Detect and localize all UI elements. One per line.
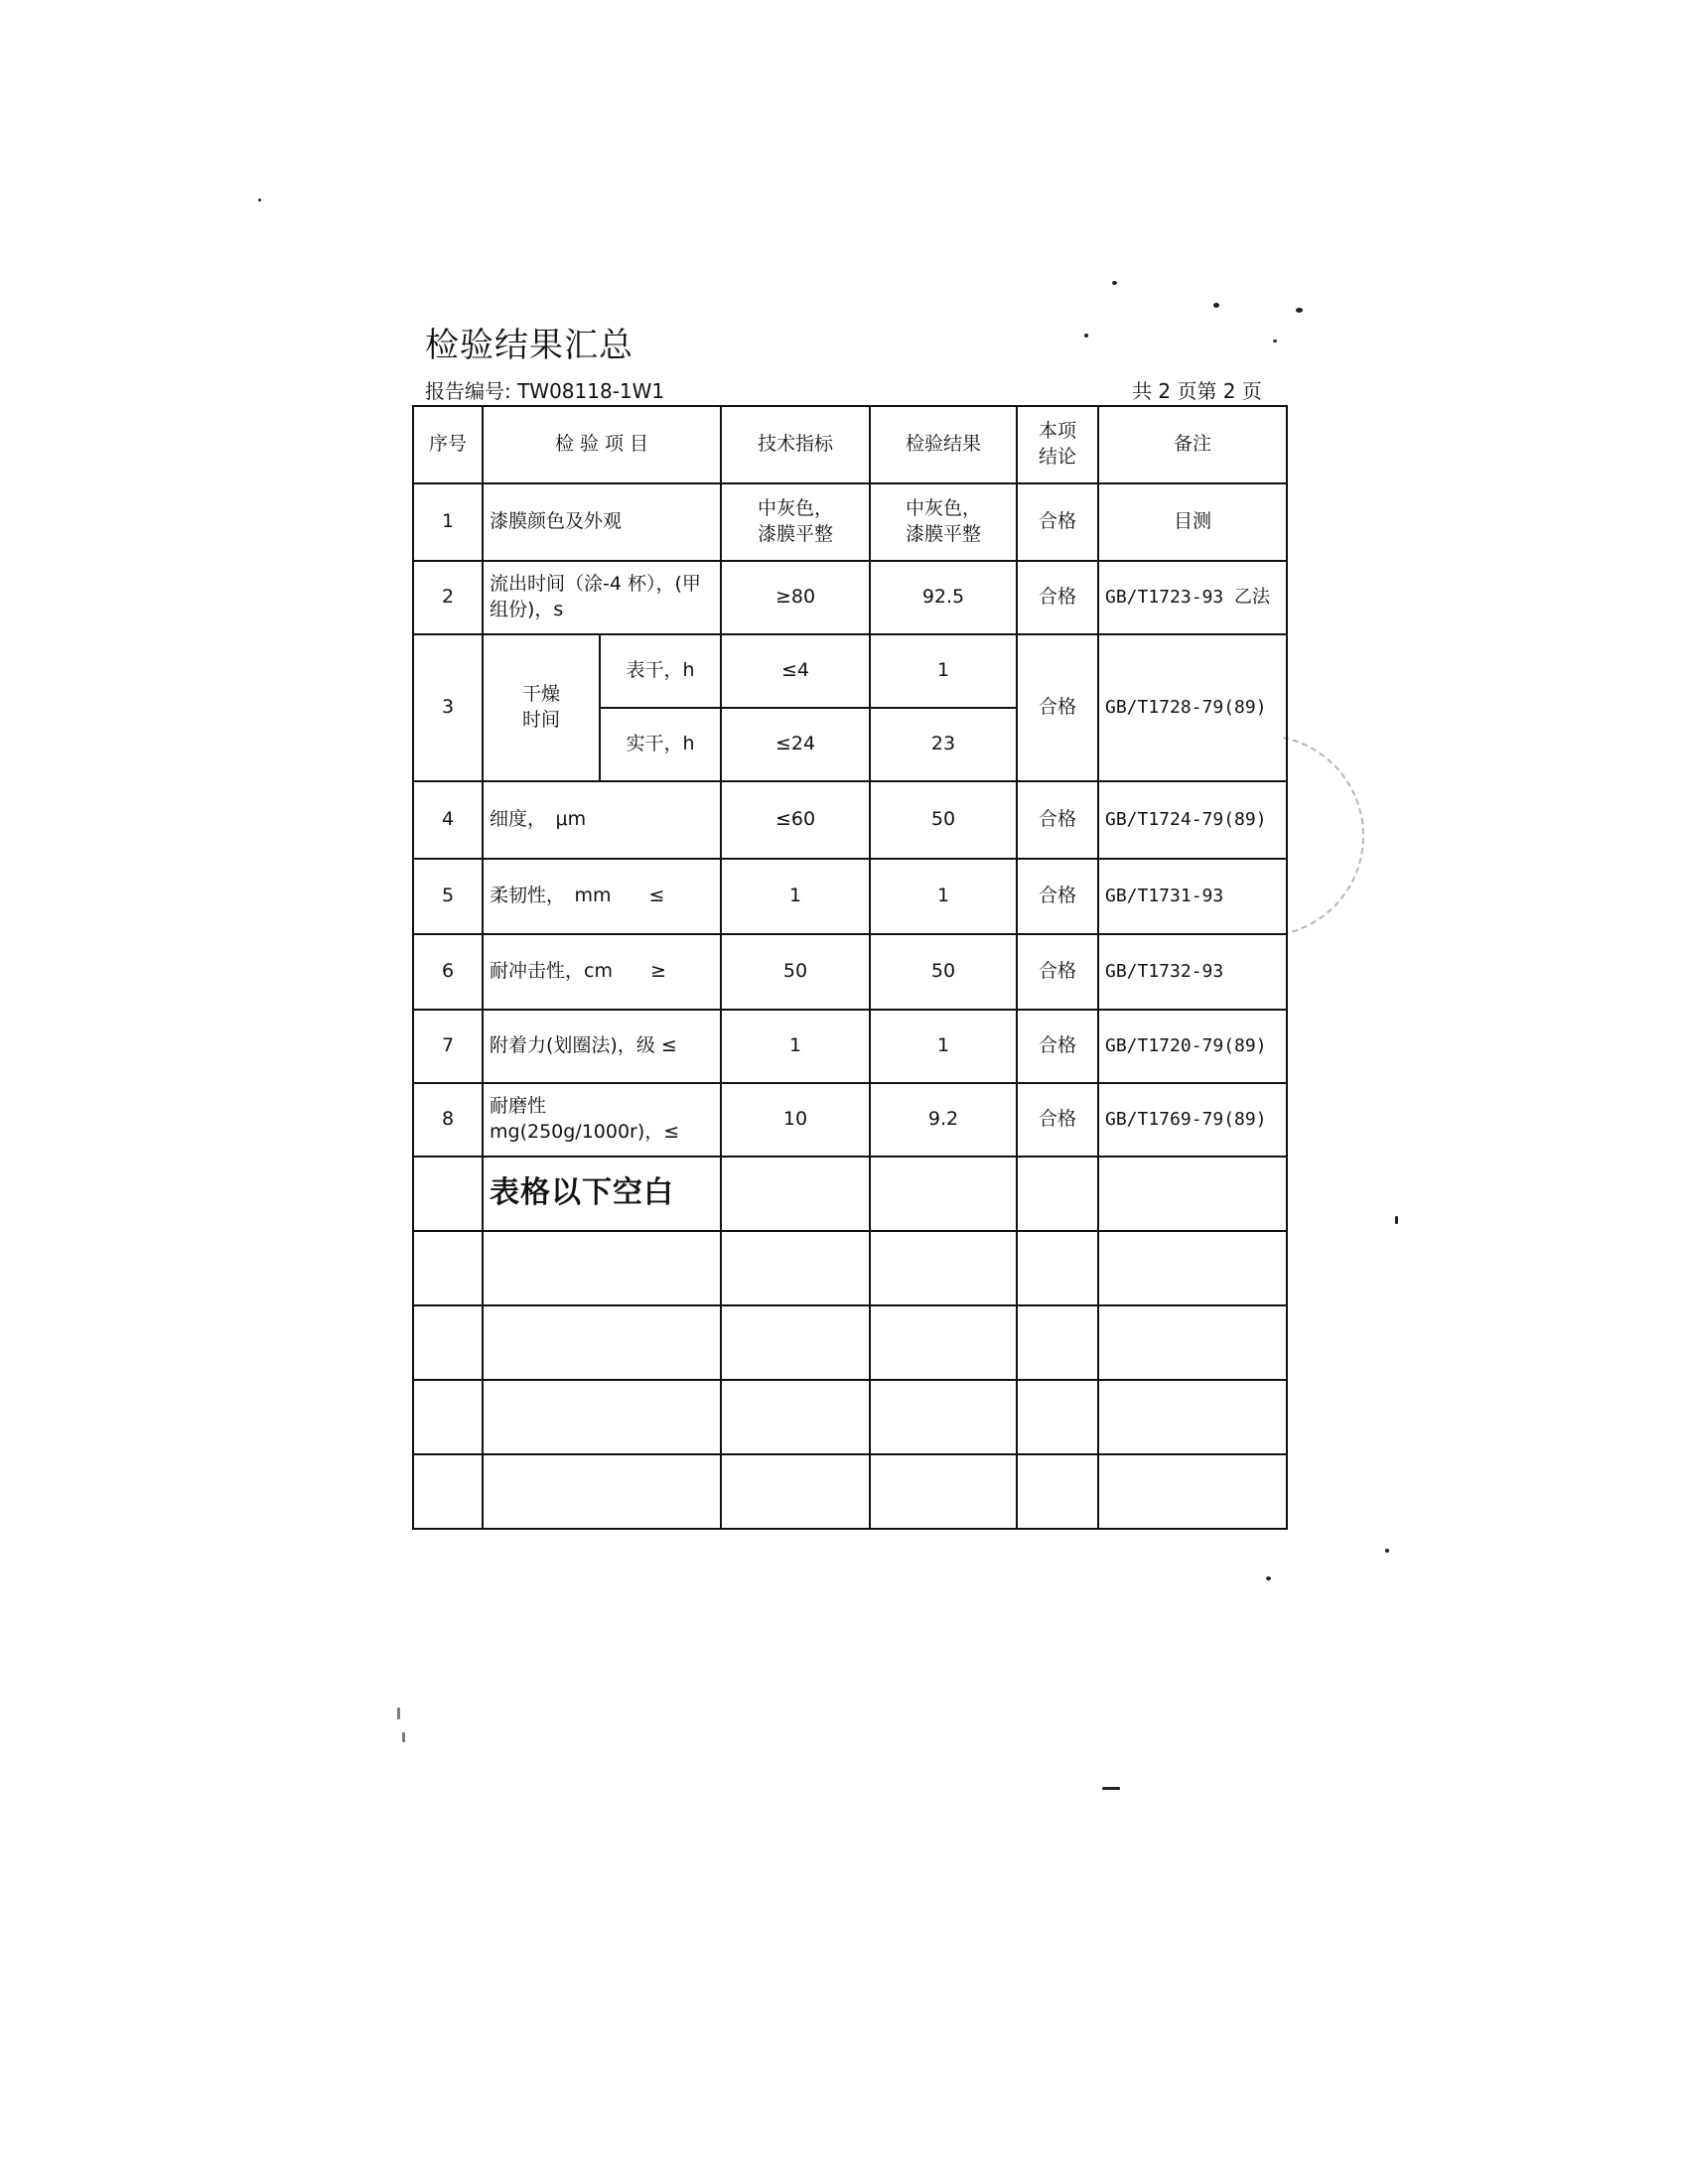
blank-note: 表格以下空白: [490, 1175, 674, 1211]
row-item: 漆膜颜色及外观: [483, 483, 721, 561]
empty-cell: [721, 1305, 870, 1380]
header-spec: 技术指标: [721, 406, 870, 483]
empty-cell: [1017, 1157, 1098, 1231]
scan-speck: [1296, 308, 1303, 313]
row-spec: 50: [721, 934, 870, 1010]
row-item: 柔韧性， mm ≤: [483, 859, 721, 934]
table-row: [413, 1010, 1287, 1083]
row-spec: 10: [721, 1083, 870, 1157]
scan-speck: [397, 1707, 400, 1719]
row-result: 1: [870, 1010, 1017, 1083]
row-item: 附着力(划圈法)，级 ≤: [483, 1010, 721, 1083]
empty-cell: [870, 1380, 1017, 1454]
empty-cell: [1098, 1157, 1287, 1231]
scan-speck: [402, 1732, 405, 1742]
empty-cell: [1098, 1380, 1287, 1454]
scan-speck: [1084, 334, 1088, 338]
scan-speck: [1266, 1576, 1271, 1580]
empty-cell: [483, 1380, 721, 1454]
row-conclusion: 合格: [1017, 934, 1098, 1010]
row-seq: 2: [413, 561, 483, 634]
table-row: [413, 781, 1287, 859]
row-seq: 8: [413, 1083, 483, 1157]
table-row-empty: [413, 1454, 1287, 1529]
empty-cell: [1017, 1380, 1098, 1454]
row-result: 92.5: [870, 561, 1017, 634]
row-spec: ≤4: [721, 634, 870, 708]
row-note: GB/T1728-79(89): [1098, 634, 1287, 781]
table-row: [413, 561, 1287, 634]
empty-cell: [721, 1157, 870, 1231]
row-conclusion: 合格: [1017, 859, 1098, 934]
row-item: 耐磨性 mg(250g/1000r)，≤: [483, 1083, 721, 1157]
row-conclusion: 合格: [1017, 483, 1098, 561]
scan-speck: [1395, 1216, 1398, 1224]
empty-cell: [721, 1454, 870, 1529]
blank-note-cell: [483, 1157, 721, 1231]
row-spec: ≤60: [721, 781, 870, 859]
row-seq: 6: [413, 934, 483, 1010]
row-conclusion: 合格: [1017, 781, 1098, 859]
row-conclusion: 合格: [1017, 634, 1098, 781]
table-row: [413, 634, 1287, 708]
empty-cell: [1098, 1305, 1287, 1380]
row-seq: 4: [413, 781, 483, 859]
scan-speck: [1273, 340, 1277, 342]
row-result: 50: [870, 934, 1017, 1010]
empty-cell: [1098, 1231, 1287, 1305]
empty-cell: [413, 1305, 483, 1380]
row-result: 中灰色， 漆膜平整: [870, 483, 1017, 561]
row-spec: 1: [721, 859, 870, 934]
row-item: 干燥 时间: [483, 634, 600, 781]
row-item: 流出时间（涂-4 杯），(甲组份)，s: [483, 561, 721, 634]
scan-speck: [1102, 1787, 1120, 1790]
header-note: 备注: [1098, 406, 1287, 483]
row-seq: 7: [413, 1010, 483, 1083]
empty-cell: [413, 1157, 483, 1231]
header-item: 检 验 项 目: [483, 406, 721, 483]
row-note: GB/T1724-79(89): [1098, 781, 1287, 859]
row-note: GB/T1732-93: [1098, 934, 1287, 1010]
document-title: 检验结果汇总: [425, 326, 633, 365]
row-result: 1: [870, 859, 1017, 934]
table-row: [413, 1083, 1287, 1157]
row-item: 耐冲击性，cm ≥: [483, 934, 721, 1010]
row-result: 9.2: [870, 1083, 1017, 1157]
header-result: 检验结果: [870, 406, 1017, 483]
page-info: 共 2 页第 2 页: [1132, 379, 1262, 403]
table-row: [413, 483, 1287, 561]
empty-cell: [483, 1231, 721, 1305]
empty-cell: [483, 1454, 721, 1529]
table-row-empty: [413, 1380, 1287, 1454]
row-seq: 3: [413, 634, 483, 781]
header-conclusion: 本项 结论: [1017, 406, 1098, 483]
empty-cell: [1017, 1231, 1098, 1305]
row-subitem: 表干，h: [600, 634, 721, 708]
report-number: 报告编号: TW08118-1W1: [425, 379, 665, 403]
empty-cell: [721, 1231, 870, 1305]
empty-cell: [870, 1231, 1017, 1305]
row-note: GB/T1723-93 乙法: [1098, 561, 1287, 634]
row-conclusion: 合格: [1017, 1083, 1098, 1157]
table-row-blank-note: [413, 1157, 1287, 1231]
row-note: GB/T1769-79(89): [1098, 1083, 1287, 1157]
row-note: 目测: [1098, 483, 1287, 561]
row-conclusion: 合格: [1017, 561, 1098, 634]
empty-cell: [413, 1380, 483, 1454]
row-subitem: 实干，h: [600, 708, 721, 781]
empty-cell: [483, 1305, 721, 1380]
row-seq: 1: [413, 483, 483, 561]
empty-cell: [870, 1157, 1017, 1231]
empty-cell: [870, 1454, 1017, 1529]
table-row-empty: [413, 1305, 1287, 1380]
row-note: GB/T1720-79(89): [1098, 1010, 1287, 1083]
row-conclusion: 合格: [1017, 1010, 1098, 1083]
empty-cell: [1017, 1305, 1098, 1380]
scan-speck: [1213, 303, 1219, 308]
row-spec: 中灰色， 漆膜平整: [721, 483, 870, 561]
empty-cell: [413, 1231, 483, 1305]
scan-speck: [1112, 281, 1117, 285]
empty-cell: [1098, 1454, 1287, 1529]
row-spec: 1: [721, 1010, 870, 1083]
inspection-results-table: [412, 405, 1288, 1530]
table-row-empty: [413, 1231, 1287, 1305]
header-seq: 序号: [413, 406, 483, 483]
scan-speck: [258, 199, 261, 202]
row-item: 细度， μm: [483, 781, 721, 859]
table-row: [413, 934, 1287, 1010]
empty-cell: [413, 1454, 483, 1529]
row-result: 50: [870, 781, 1017, 859]
row-spec: ≤24: [721, 708, 870, 781]
row-result: 1: [870, 634, 1017, 708]
scan-speck: [1385, 1549, 1389, 1553]
table-row: [413, 859, 1287, 934]
row-result: 23: [870, 708, 1017, 781]
empty-cell: [870, 1305, 1017, 1380]
table-header-row: [413, 406, 1287, 483]
empty-cell: [721, 1380, 870, 1454]
row-note: GB/T1731-93: [1098, 859, 1287, 934]
row-seq: 5: [413, 859, 483, 934]
empty-cell: [1017, 1454, 1098, 1529]
row-spec: ≥80: [721, 561, 870, 634]
